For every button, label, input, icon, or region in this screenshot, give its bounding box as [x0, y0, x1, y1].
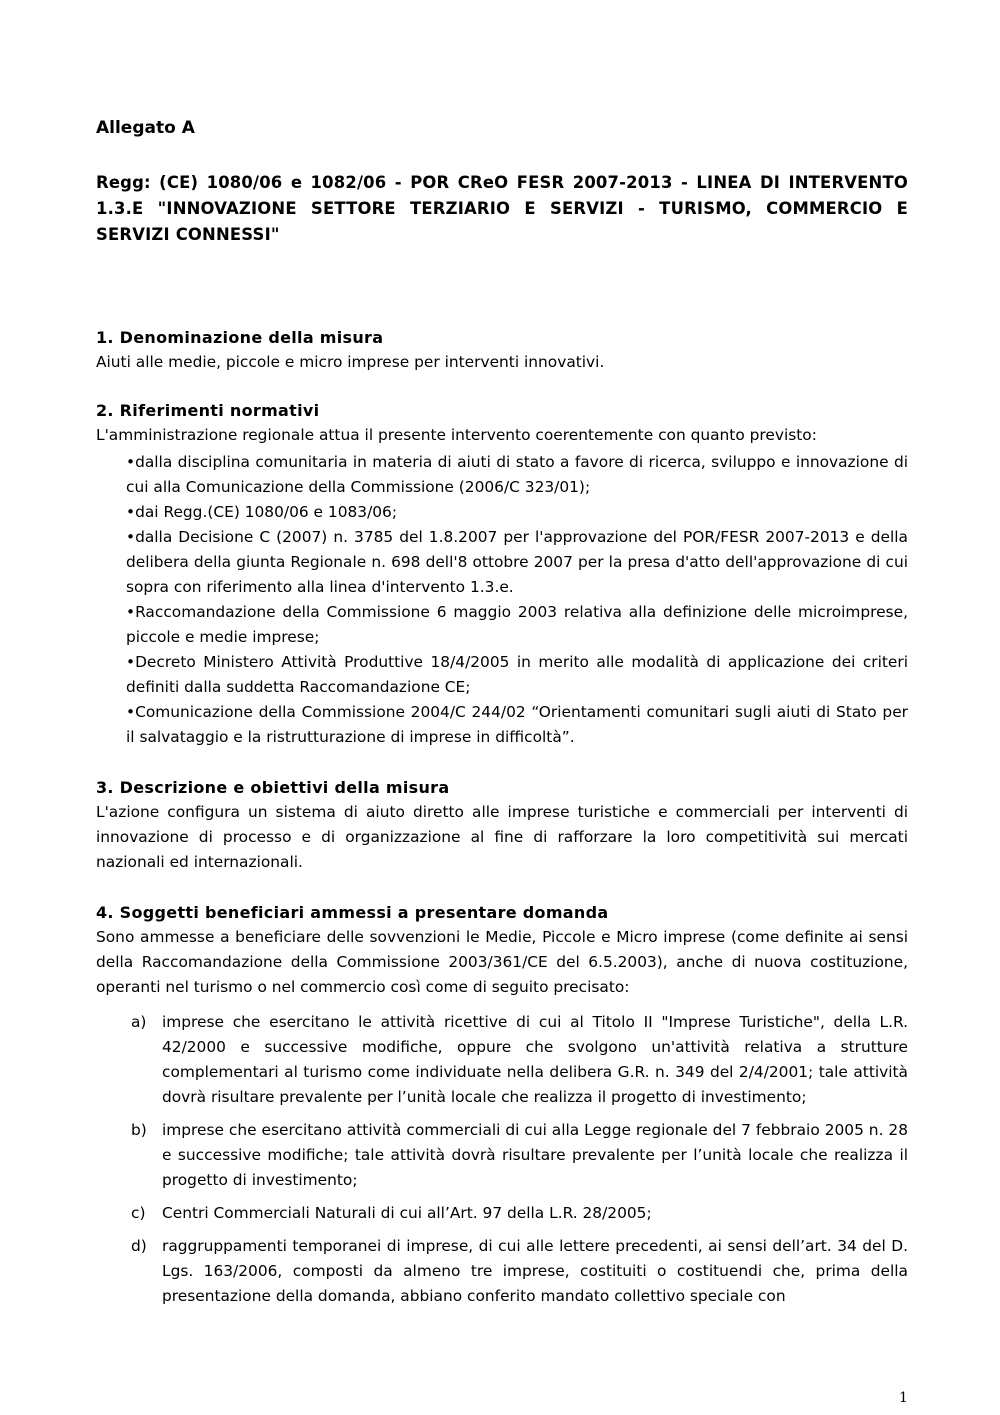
list-item-text: imprese che esercitano attività commerciali di cui alla Legge regionale del 7 febbraio 2005 n. 28 e successive modifiche; tale attività dovrà risultare prevalente per l’unità locale che realizza il progetto di investimento;	[162, 1121, 908, 1189]
section-body: Sono ammesse a beneficiare delle sovvenzioni le Medie, Piccole e Micro imprese (come definite ai sensi della Raccomandazione della Commissione 2003/361/CE del 6.5.2003), anche di nuova costituzione, operanti nel turismo o nel commercio così come di seguito precisato:	[96, 928, 908, 996]
list-marker: a)	[131, 1013, 147, 1031]
section-title: 3. Descrizione e obiettivi della misura	[96, 778, 450, 797]
list-item: •Decreto Ministero Attività Produttive 18/4/2005 in merito alle modalità di applicazione dei criteri definiti dalla suddetta Raccomandazione CE;	[126, 653, 908, 696]
list-item-text: Centri Commerciali Naturali di cui all’Art. 97 della L.R. 28/2005;	[162, 1204, 652, 1222]
section-title: 1. Denominazione della misura	[96, 328, 384, 347]
list-marker: c)	[131, 1204, 146, 1222]
regulation-title: Regg: (CE) 1080/06 e 1082/06 - POR CReO FESR 2007-2013 - LINEA DI INTERVENTO 1.3.E "INNOVAZIONE SETTORE TERZIARIO E SERVIZI - TURISMO, COMMERCIO E SERVIZI CONNESSI"	[96, 173, 908, 244]
list-item: •Comunicazione della Commissione 2004/C 244/02 “Orientamenti comunitari sugli aiuti di Stato per il salvataggio e la ristrutturazione di imprese in difficoltà”.	[126, 703, 908, 746]
list-item: •Raccomandazione della Commissione 6 maggio 2003 relativa alla definizione delle microimprese, piccole e medie imprese;	[126, 603, 908, 646]
list-item: •dalla Decisione C (2007) n. 3785 del 1.8.2007 per l'approvazione del POR/FESR 2007-2013 e della delibera della giunta Regionale n. 698 dell'8 ottobre 2007 per la presa d'atto dell'approvazione di cui sopra con riferimento alla linea d'intervento 1.3.e.	[126, 528, 908, 596]
section-1	[96, 326, 908, 375]
section-title: 2. Riferimenti normativi	[96, 401, 320, 420]
list-item: •dai Regg.(CE) 1080/06 e 1083/06;	[126, 503, 398, 521]
list-item-text: imprese che esercitano le attività ricettive di cui al Titolo II "Imprese Turistiche", della L.R. 42/2000 e successive modifiche, oppure che svolgono un'attività relativa a strutture complementari al turismo come individuate nella delibera G.R. n. 349 del 2/4/2001; tale attività dovrà risultare prevalente per l’unità locale che realizza il progetto di investimento;	[162, 1013, 908, 1106]
list-item	[128, 1234, 908, 1309]
references-list	[126, 450, 908, 750]
section-title: 4. Soggetti beneficiari ammessi a presentare domanda	[96, 903, 609, 922]
section-2	[96, 399, 908, 448]
document-heading: Allegato A	[96, 118, 195, 138]
list-item	[128, 1201, 908, 1226]
section-body: L'amministrazione regionale attua il presente intervento coerentemente con quanto previsto:	[96, 426, 817, 444]
list-item	[128, 1010, 908, 1110]
list-item	[128, 1118, 908, 1193]
section-body: Aiuti alle medie, piccole e micro imprese per interventi innovativi.	[96, 353, 605, 371]
page-number: 1	[899, 1390, 908, 1406]
list-item-text: raggruppamenti temporanei di imprese, di cui alle lettere precedenti, ai sensi dell’art. 34 del D. Lgs. 163/2006, composti da almeno tre imprese, costituiti o costituendi che, prima della presentazione della domanda, abbiano conferito mandato collettivo speciale con	[162, 1237, 908, 1305]
list-marker: b)	[131, 1121, 147, 1139]
section-body: L'azione configura un sistema di aiuto diretto alle imprese turistiche e commerciali per interventi di innovazione di processo e di organizzazione al fine di rafforzare la loro competitività sui mercati nazionali ed internazionali.	[96, 803, 908, 871]
section-3	[96, 776, 908, 875]
list-item: •dalla disciplina comunitaria in materia di aiuti di stato a favore di ricerca, sviluppo e innovazione di cui alla Comunicazione della Commissione (2006/C 323/01);	[126, 453, 908, 496]
section-4	[96, 901, 908, 1000]
beneficiaries-list	[128, 1010, 908, 1317]
list-marker: d)	[131, 1237, 147, 1255]
